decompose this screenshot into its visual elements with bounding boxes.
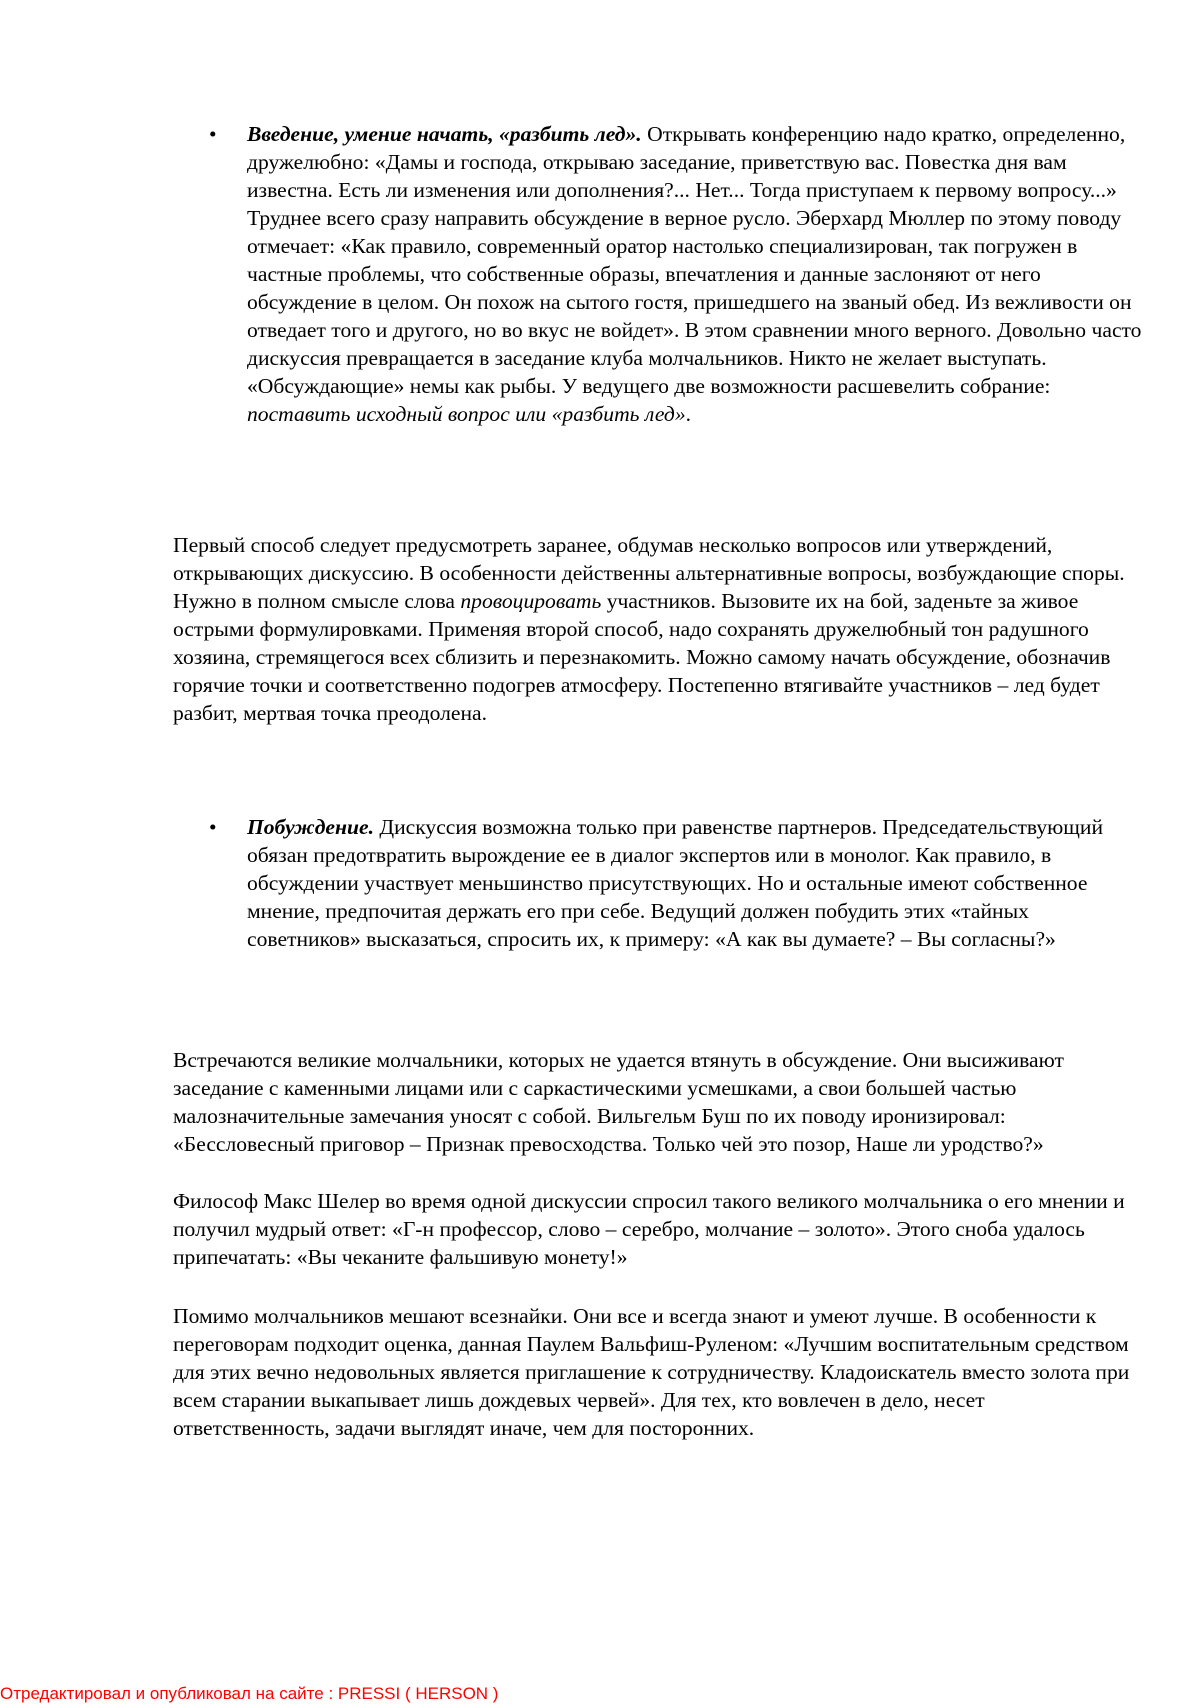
bullet-item-motivation bbox=[173, 813, 1143, 953]
paragraph-italic: провоцировать bbox=[460, 589, 602, 613]
paragraph-silent-ones: Встречаются великие молчальники, которых не удается втянуть в обсуждение. Они высиживают заседание с каменными лицами или с саркастическими усмешками, а свои большей частью малозначительные замечания уносят с собой. Вильгельм Буш по их поводу иронизировал: «Бессловесный приговор – Признак превосходства. Только чей это позор, Наше ли уродство?» bbox=[173, 1048, 1064, 1156]
bullet-body: Дискуссия возможна только при равенстве партнеров. Председательствующий обязан предотвратить вырождение ее в диалог экспертов или в монолог. Как правило, в обсуждении участвует меньшинство присутствующих. Но и остальные имеют собственное мнение, предпочитая держать его при себе. Ведущий должен побудить этих «тайных советников» высказаться, спросить их, к примеру: «А как вы думаете? – Вы согласны?» bbox=[247, 815, 1104, 951]
paragraph-text-end: участников. Вызовите их на бой, заденьте за живое острыми формулировками. Применяя второй способ, надо сохранять дружелюбный тон радушного хозяина, стремящегося всех сблизить и перезнакомить. Можно самому начать обсуждение, обозначив горячие точки и соответственно подогрев атмосферу. Постепенно втягивайте участников – лед будет разбит, мертвая точка преодолена. bbox=[173, 589, 1111, 725]
bullet-italic-end: поставить исходный вопрос или «разбить лед» bbox=[247, 402, 686, 426]
paragraph-know-it-alls: Помимо молчальников мешают всезнайки. Они все и всегда знают и умеют лучше. В особенности к переговорам подходит оценка, данная Паулем Вальфиш-Руленом: «Лучшим воспитательным средством для этих вечно недовольных является приглашение к сотрудничеству. Кладоискатель вместо золота при всем старании выкапывает лишь дождевых червей». Для тех, кто вовлечен в дело, несет ответственность, задачи выглядят иначе, чем для посторонних. bbox=[173, 1304, 1130, 1440]
paragraph-text: Первый способ следует предусмотреть заранее, обдумав несколько вопросов или утверждений, открывающих дискуссию. В особенности действенны альтернативные вопросы, возбуждающие споры. Нужно в полном смысле слова bbox=[173, 533, 1125, 613]
paragraph-max-scheler: Философ Макс Шелер во время одной дискуссии спросил такого великого молчальника о его мнении и получил мудрый ответ: «Г-н профессор, слово – серебро, молчание – золото». Этого сноба удалось припечатать: «Вы чеканите фальшивую монету!» bbox=[173, 1189, 1125, 1269]
bullet-text bbox=[247, 120, 1143, 428]
bullet-item-introduction bbox=[173, 120, 1143, 428]
bullet-lead: Побуждение. bbox=[247, 815, 374, 839]
paragraph-first-method bbox=[173, 531, 1143, 727]
bullet-body: Открывать конференцию надо кратко, определенно, дружелюбно: «Дамы и господа, открываю заседание, приветствую вас. Повестка дня вам известна. Есть ли изменения или дополнения?... Нет... Тогда приступаем к первому вопросу...» Труднее всего сразу направить обсуждение в верное русло. Эберхард Мюллер по этому поводу отмечает: «Как правило, современный оратор настолько специализирован, так погружен в частные проблемы, что собственные образы, впечатления и данные заслоняют от него обсуждение в целом. Он похож на сытого гостя, пришедшего на званый обед. Из вежливости он отведает того и другого, но во вкус не войдет». В этом сравнении много верного. Довольно часто дискуссия превращается в заседание клуба молчальников. Никто не желает выступать. «Обсуждающие» немы как рыбы. У ведущего две возможности расшевелить собрание: bbox=[247, 122, 1142, 398]
footer-credit: Отредактировал и опубликовал на сайте : PRESSI ( HERSON ) bbox=[0, 1684, 499, 1703]
bullet-icon: • bbox=[209, 122, 217, 146]
bullet-lead: Введение, умение начать, «разбить лед». bbox=[247, 122, 642, 146]
bullet-icon: • bbox=[209, 815, 217, 839]
bullet-end: . bbox=[685, 402, 692, 426]
bullet-text bbox=[247, 813, 1143, 953]
